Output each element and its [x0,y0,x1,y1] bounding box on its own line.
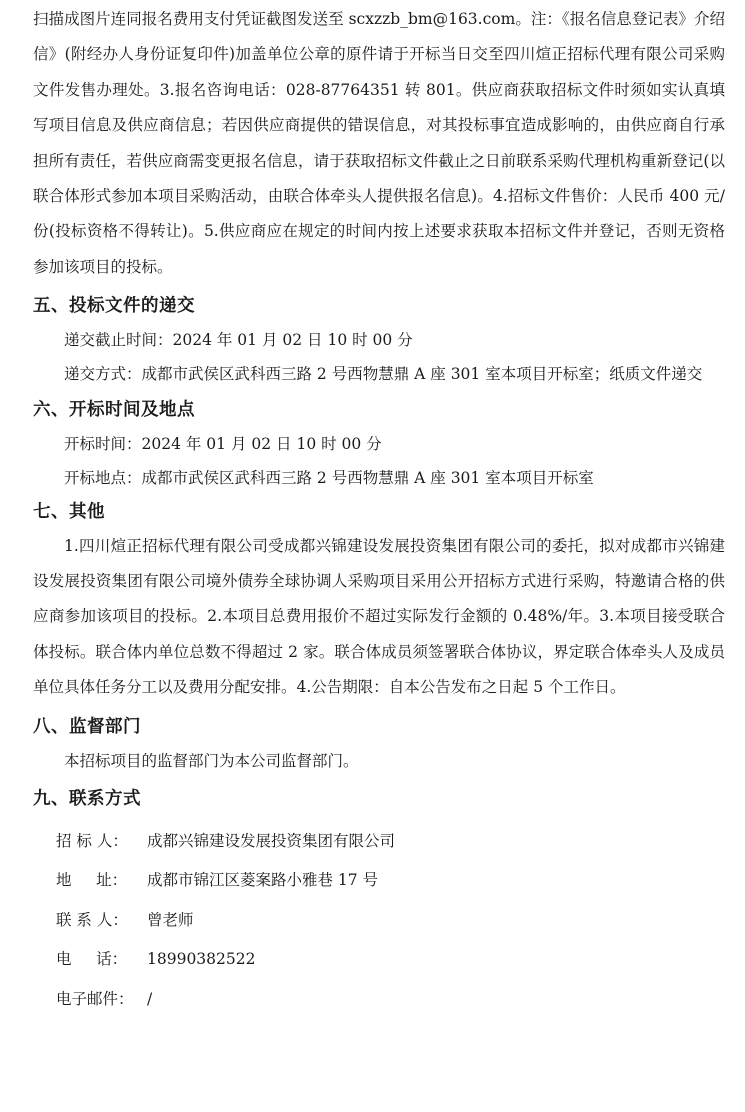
intro-paragraph: 扫描成图片连同报名费用支付凭证截图发送至 scxzzb_bm@163.com。注：《报名信息登记表》介绍信》(附经办人身份证复印件)加盖单位公章的原件请于开标当日交至四川煊正招标代理有限公司采购文件发售办理处。3.报名咨询电话：028-87764351 转 801。供应商获取招标文件时须如实认真填写项目信息及供应商信息；若因供应商提供的错误信息，对其投标事宜造成影响的，由供应商自行承担所有责任，若供应商需变更报名信息，请于获取招标文件截止之日前联系采购代理机构重新登记(以联合体形式参加本项目采购活动，由联合体牵头人提供报名信息)。4.招标文件售价：人民币 400 元/份(投标资格不得转让)。5.供应商应在规定的时间内按上述要求获取本招标文件并登记，否则无资格参加该项目的投标。 [33,10,725,276]
section-6-title: 六、开标时间及地点 [33,399,195,420]
contact-row-email [33,980,725,1020]
section-9-title: 九、联系方式 [33,788,141,809]
email-value: / [147,989,153,1008]
phone-value: 18990382522 [147,950,256,969]
tenderer-label: 招 标 人： [56,831,128,850]
submission-method: 递交方式：成都市武侯区武科西三路 2 号西物慧鼎 A 座 301 室本项目开标室；纸质文件递交 [64,365,703,384]
email-label: 电子邮件： [56,989,134,1008]
supervision-text: 本招标项目的监督部门为本公司监督部门。 [64,751,359,770]
contact-person-value: 曾老师 [147,910,194,929]
other-info-paragraph: 1.四川煊正招标代理有限公司受成都兴锦建设发展投资集团有限公司的委托，拟对成都市兴锦建设发展投资集团有限公司境外债券全球协调人采购项目采用公开招标方式进行采购，特邀请合格的供应商参加该项目的投标。2.本项目总费用报价不超过实际发行金额的 0.48%/年。3.本项目接受联合体投标。联合体内单位总数不得超过 2 家。联合体成员须签署联合体协议，界定联合体牵头人及成员单位具体任务分工以及费用分配安排。4.公告期限：自本公告发布之日起 5 个工作日。 [33,536,725,697]
document-page [0,2,745,1112]
opening-place: 开标地点：成都市武侯区武科西三路 2 号西物慧鼎 A 座 301 室本项目开标室 [64,468,594,487]
contact-person-label: 联 系 人： [56,910,128,929]
tenderer-value: 成都兴锦建设发展投资集团有限公司 [147,831,396,850]
address-value: 成都市锦江区菱案路小雅巷 17 号 [147,871,379,890]
section-7-title: 七、其他 [33,501,105,522]
contact-row-phone [33,940,725,980]
opening-time: 开标时间：2024 年 01 月 02 日 10 时 00 分 [64,434,382,453]
contact-row-address [33,861,725,901]
contact-list [33,822,725,1020]
section-5-title: 五、投标文件的递交 [33,296,195,317]
address-label: 地 址： [56,871,128,890]
contact-row-person [33,901,725,941]
submission-deadline: 递交截止时间：2024 年 01 月 02 日 10 时 00 分 [64,331,413,350]
section-8-title: 八、监督部门 [33,716,141,737]
contact-row-tenderer [33,822,725,862]
phone-label: 电 话： [56,950,128,969]
